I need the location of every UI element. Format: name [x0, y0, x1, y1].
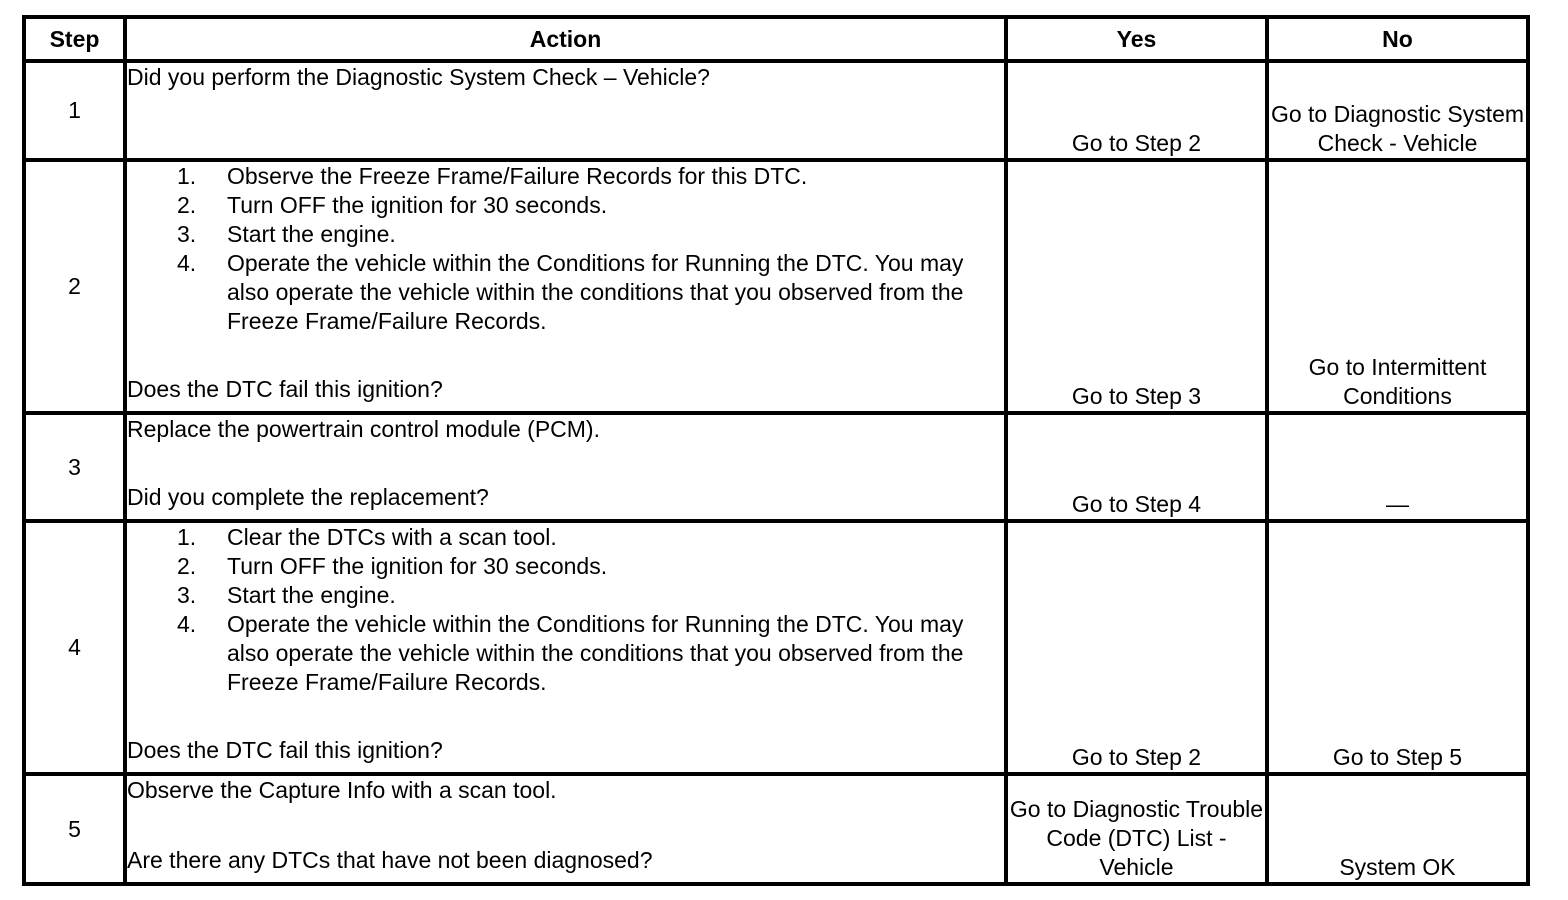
- no-cell: —: [1267, 413, 1528, 521]
- no-cell: System OK: [1267, 774, 1528, 884]
- list-item: [127, 581, 1004, 610]
- list-item-number: 1.: [177, 524, 197, 550]
- list-item-number: 2.: [177, 553, 197, 579]
- action-question: Did you complete the replacement?: [127, 484, 489, 510]
- action-text: Did you perform the Diagnostic System Check – Vehicle?: [127, 64, 710, 90]
- list-item: [127, 162, 1004, 191]
- list-item-text: Observe the Freeze Frame/Failure Records for this DTC.: [227, 163, 808, 189]
- action-cell: [125, 160, 1006, 413]
- action-steps-list: [127, 523, 1004, 697]
- no-cell: Go to Intermittent Conditions: [1267, 160, 1528, 413]
- action-cell: [125, 61, 1006, 160]
- no-cell: Go to Diagnostic System Check - Vehicle: [1267, 61, 1528, 160]
- list-item: [127, 220, 1004, 249]
- action-question: Does the DTC fail this ignition?: [127, 376, 443, 402]
- step-number: 2: [24, 160, 125, 413]
- header-yes: Yes: [1006, 17, 1267, 61]
- list-item: [127, 610, 1004, 697]
- list-item-number: 2.: [177, 192, 197, 218]
- table-row: [24, 61, 1528, 160]
- list-item-text: Turn OFF the ignition for 30 seconds.: [227, 553, 608, 579]
- table-row: [24, 413, 1528, 521]
- action-steps-list: [127, 162, 1004, 336]
- step-number: 3: [24, 413, 125, 521]
- step-number: 4: [24, 521, 125, 774]
- header-step: Step: [24, 17, 125, 61]
- table-row: [24, 160, 1528, 413]
- yes-cell: Go to Step 2: [1006, 521, 1267, 774]
- step-number: 5: [24, 774, 125, 884]
- list-item: [127, 523, 1004, 552]
- list-item: [127, 191, 1004, 220]
- yes-cell: Go to Step 2: [1006, 61, 1267, 160]
- list-item-text: Operate the vehicle within the Conditions for Running the DTC. You may also operate the vehicle within the conditions that you observed from the Freeze Frame/Failure Records.: [227, 611, 964, 695]
- list-item-text: Operate the vehicle within the Conditions for Running the DTC. You may also operate the vehicle within the conditions that you observed from the Freeze Frame/Failure Records.: [227, 250, 964, 334]
- table-row: [24, 774, 1528, 884]
- header-row: [24, 17, 1528, 61]
- table-row: [24, 521, 1528, 774]
- list-item-text: Start the engine.: [227, 582, 396, 608]
- action-cell: [125, 774, 1006, 884]
- list-item-number: 4.: [177, 611, 197, 637]
- header-no: No: [1267, 17, 1528, 61]
- yes-cell: Go to Step 3: [1006, 160, 1267, 413]
- list-item-number: 3.: [177, 221, 197, 247]
- yes-cell: Go to Step 4: [1006, 413, 1267, 521]
- action-cell: [125, 521, 1006, 774]
- action-text: Observe the Capture Info with a scan tool.: [127, 777, 557, 803]
- list-item-number: 1.: [177, 163, 197, 189]
- list-item: [127, 249, 1004, 336]
- list-item-text: Clear the DTCs with a scan tool.: [227, 524, 557, 550]
- action-text: Replace the powertrain control module (PCM).: [127, 416, 600, 442]
- list-item: [127, 552, 1004, 581]
- header-action: Action: [125, 17, 1006, 61]
- action-question: Does the DTC fail this ignition?: [127, 737, 443, 763]
- action-cell: [125, 413, 1006, 521]
- diagnostic-table: [22, 15, 1530, 886]
- yes-cell: Go to Diagnostic Trouble Code (DTC) List - Vehicle: [1006, 774, 1267, 884]
- list-item-number: 4.: [177, 250, 197, 276]
- list-item-text: Turn OFF the ignition for 30 seconds.: [227, 192, 608, 218]
- list-item-text: Start the engine.: [227, 221, 396, 247]
- step-number: 1: [24, 61, 125, 160]
- list-item-number: 3.: [177, 582, 197, 608]
- no-cell: Go to Step 5: [1267, 521, 1528, 774]
- action-question: Are there any DTCs that have not been diagnosed?: [127, 847, 653, 873]
